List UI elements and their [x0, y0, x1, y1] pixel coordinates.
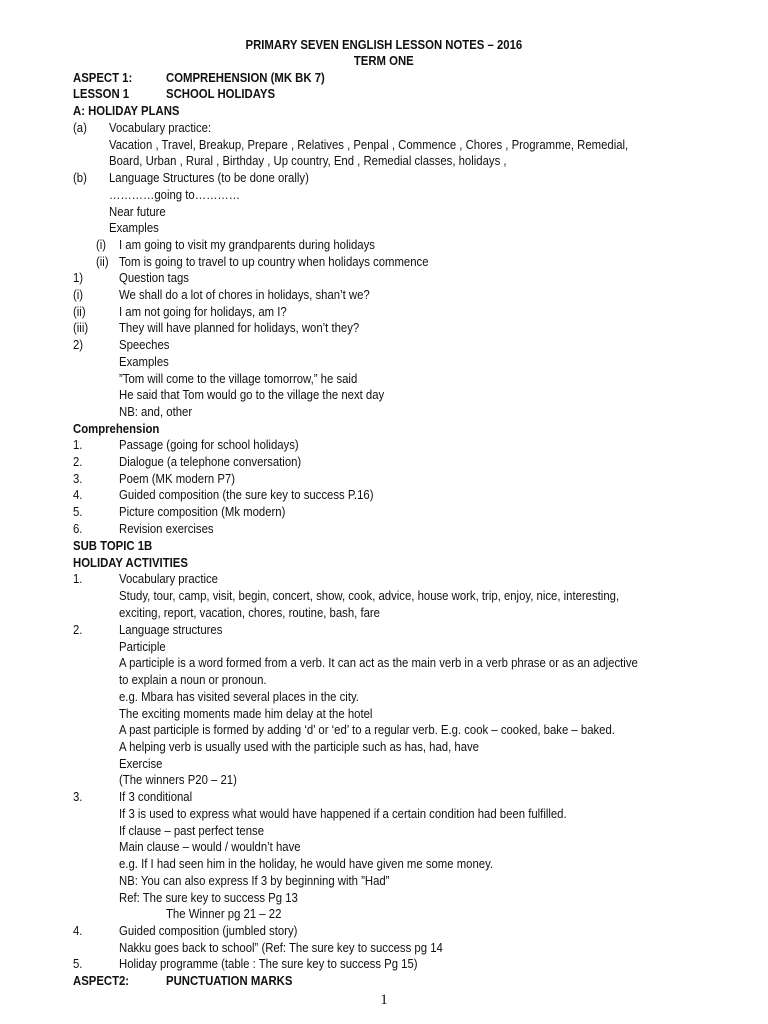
list-marker: (i)	[96, 237, 107, 252]
exercise-label: Exercise	[119, 756, 163, 771]
vocab-line: Vacation , Travel, Breakup, Prepare , Relatives , Penpal , Commence , Chores , Programme, Remedial,	[109, 137, 629, 152]
list-marker: 4.	[73, 923, 83, 938]
list-marker: 3.	[73, 789, 83, 804]
list-marker: (ii)	[96, 254, 109, 269]
list-item: Poem (MK modern P7)	[119, 471, 235, 486]
example-sentence: I am going to visit my grandparents during holidays	[119, 237, 375, 252]
conditional-note: NB: You can also express If 3 by beginning with ”Had”	[119, 873, 390, 888]
lesson1-label: LESSON 1	[73, 86, 130, 101]
if-clause-rule: If clause – past perfect tense	[119, 823, 265, 838]
question-tags-heading: Question tags	[119, 270, 189, 285]
near-future: Near future	[109, 204, 166, 219]
examples-label: Examples	[119, 354, 169, 369]
guided-composition-heading: Guided composition (jumbled story)	[119, 923, 298, 938]
comprehension-heading: Comprehension	[73, 421, 160, 436]
past-participle-rule: A past participle is formed by adding ‘d’ or ‘ed’ to a regular verb. E.g. cook – cooked, bake – baked.	[119, 722, 615, 737]
main-clause-rule: Main clause – would / wouldn’t have	[119, 839, 301, 854]
conditional-example: e.g. If I had seen him in the holiday, he would have given me some money.	[119, 856, 494, 871]
page-number: 1	[380, 992, 388, 1008]
list-marker: 1.	[73, 437, 83, 452]
list-item: Revision exercises	[119, 521, 214, 536]
vocab-line: exciting, report, vacation, chores, routine, bash, fare	[119, 605, 380, 620]
list-marker: (ii)	[73, 304, 86, 319]
helping-verb-note: A helping verb is usually used with the participle such as has, had, have	[119, 739, 479, 754]
term-heading: TERM ONE	[354, 53, 414, 68]
aspect2-label: ASPECT2:	[73, 973, 130, 988]
list-marker: 2)	[73, 337, 84, 352]
speech-note: NB: and, other	[119, 404, 193, 419]
list-marker: (a)	[73, 120, 87, 135]
list-item: Guided composition (the sure key to success P.16)	[119, 487, 374, 502]
reference-line: The Winner pg 21 – 22	[166, 906, 282, 921]
section-a-heading: A: HOLIDAY PLANS	[73, 103, 180, 118]
list-marker: 1)	[73, 270, 84, 285]
vocab-line: Board, Urban , Rural , Birthday , Up country, End , Remedial classes, holidays ,	[109, 153, 507, 168]
lang-heading: Language Structures (to be done orally)	[109, 170, 309, 185]
list-marker: (i)	[73, 287, 84, 302]
list-item: Dialogue (a telephone conversation)	[119, 454, 302, 469]
list-marker: 2.	[73, 622, 83, 637]
list-marker: 5.	[73, 504, 83, 519]
example-sentence: Tom is going to travel to up country when holidays commence	[119, 254, 429, 269]
lang-heading: Language structures	[119, 622, 223, 637]
question-tag-example: I am not going for holidays, am I?	[119, 304, 287, 319]
aspect2-title: PUNCTUATION MARKS	[166, 973, 293, 988]
conditional-definition: If 3 is used to express what would have happened if a certain condition had been fulfilled.	[119, 806, 567, 821]
examples-label: Examples	[109, 220, 159, 235]
participle-example: The exciting moments made him delay at the hotel	[119, 706, 373, 721]
list-marker: 3.	[73, 471, 83, 486]
aspect1-label: ASPECT 1:	[73, 70, 133, 85]
exercise-reference: (The winners P20 – 21)	[119, 772, 237, 787]
aspect1-title: COMPREHENSION (MK BK 7)	[166, 70, 325, 85]
participle-definition: A participle is a word formed from a verb. It can act as the main verb in a verb phrase or as an adjective	[119, 655, 638, 670]
list-item: Passage (going for school holidays)	[119, 437, 299, 452]
list-marker: 5.	[73, 956, 83, 971]
conditional-heading: If 3 conditional	[119, 789, 193, 804]
document-title: PRIMARY SEVEN ENGLISH LESSON NOTES – 2016	[245, 37, 523, 52]
lesson1-title: SCHOOL HOLIDAYS	[166, 86, 276, 101]
vocab-heading: Vocabulary practice	[119, 571, 218, 586]
holiday-activities-heading: HOLIDAY ACTIVITIES	[73, 555, 188, 570]
subtopic-heading: SUB TOPIC 1B	[73, 538, 153, 553]
participle-example: e.g. Mbara has visited several places in the city.	[119, 689, 359, 704]
participle-definition: to explain a noun or pronoun.	[119, 672, 267, 687]
direct-speech: ”Tom will come to the village tomorrow,” he said	[119, 371, 358, 386]
participle-label: Participle	[119, 639, 166, 654]
list-marker: 6.	[73, 521, 83, 536]
vocab-line: Study, tour, camp, visit, begin, concert, show, cook, advice, house work, trip, enjoy, nice, interesting,	[119, 588, 620, 603]
list-item: Picture composition (Mk modern)	[119, 504, 286, 519]
vocab-heading: Vocabulary practice:	[109, 120, 212, 135]
question-tag-example: We shall do a lot of chores in holidays, shan’t we?	[119, 287, 370, 302]
indirect-speech: He said that Tom would go to the village the next day	[119, 387, 385, 402]
list-marker: 2.	[73, 454, 83, 469]
holiday-programme-item: Holiday programme (table : The sure key to success Pg 15)	[119, 956, 418, 971]
going-to-pattern: …………going to…………	[109, 187, 241, 202]
list-marker: 1.	[73, 571, 83, 586]
list-marker: (iii)	[73, 320, 89, 335]
list-marker: 4.	[73, 487, 83, 502]
speeches-heading: Speeches	[119, 337, 170, 352]
reference-line: Ref: The sure key to success Pg 13	[119, 890, 298, 905]
list-marker: (b)	[73, 170, 87, 185]
question-tag-example: They will have planned for holidays, won’t they?	[119, 320, 360, 335]
guided-composition-line: Nakku goes back to school” (Ref: The sure key to success pg 14	[119, 940, 443, 955]
